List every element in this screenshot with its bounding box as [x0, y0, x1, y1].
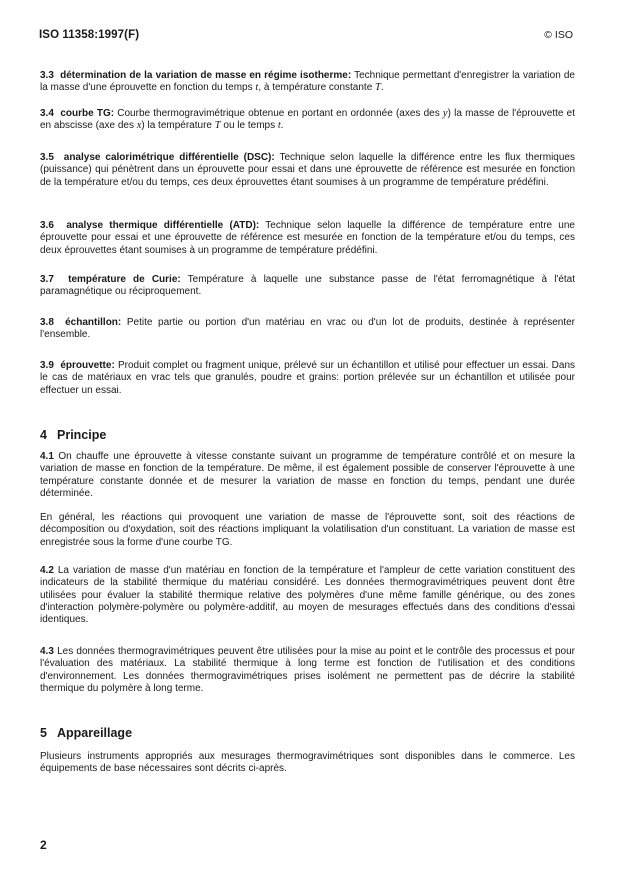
symbol-y: y [442, 108, 448, 119]
page-number: 2 [40, 838, 47, 852]
definition-3-8 [40, 317, 575, 342]
paragraph-text: Plusieurs instruments appropriés aux mesurages thermogravimétriques sont disponibles dans le commerce. Les équipements de base nécessaires sont décrits ci-après. [40, 751, 575, 775]
definition-term: analyse calorimétrique différentielle (DSC): [63, 152, 275, 163]
definition-term: échantillon: [65, 317, 122, 328]
clause-number: 3.5 [40, 152, 54, 163]
definition-text: Courbe thermogravimétrique obtenue en portant en ordonnée (axes des [114, 108, 443, 119]
definition-term: courbe TG: [60, 108, 115, 119]
clause-text: On chauffe une éprouvette à vitesse constante suivant un programme de température contrôlé et on mesure la variation de masse en fonction de la température. De même, il est également possible de conserver l'éprouvette à une température constante donnée et de mesurer la variation de masse en fonction du temps, pendant une durée déterminée. [40, 451, 575, 499]
paragraph-text: En général, les réactions qui provoquent une variation de masse de l'éprouvette sont, soit des réactions de décomposition ou d'oxydation, soit des réactions impliquant la volatilisation d'un constituant. La variation de masse est enregistrée sous la forme d'une courbe TG. [40, 512, 575, 548]
definition-term: éprouvette: [60, 360, 115, 371]
section-heading-appareillage [40, 726, 132, 740]
clause-number: 4.2 [40, 565, 54, 576]
clause-number: 3.8 [40, 317, 54, 328]
definition-text: Technique selon laquelle la différence de température entre une éprouvette pour essai et une éprouvette de référence est mesurée en fonction de la température et/ou du temps, ces deux éprouvettes étant soumises à un programme de température prédéfini. [40, 220, 575, 256]
clause-number: 4.1 [40, 451, 54, 462]
section-number: 5 [40, 726, 47, 740]
definition-3-5 [40, 152, 575, 189]
symbol-t: t [277, 120, 281, 132]
definition-term: analyse thermique différentielle (ATD): [66, 220, 260, 231]
definition-text: Petite partie ou portion d'un matériau en vrac ou d'un lot de produits, destinée à représenter l'ensemble. [40, 317, 576, 341]
section-heading-principe [40, 428, 106, 442]
symbol-T: T [214, 120, 221, 132]
definition-3-9 [40, 360, 575, 397]
definition-3-6 [40, 220, 575, 257]
definition-text: Technique permettant d'enregistrer la variation de la masse d'une éprouvette en fonction du temps [40, 70, 575, 94]
symbol-x: x [136, 120, 142, 132]
page-header [39, 29, 573, 45]
clause-number: 3.6 [40, 220, 54, 231]
definition-text: Température à laquelle une substance passe de l'état ferromagnétique à l'état paramagnétique ou réciproquement. [40, 274, 576, 298]
copyright-notice: © ISO [544, 29, 573, 41]
definition-3-3: 3.3 détermination de la variation de masse en régime isotherme: Technique permettant d'enregistrer la variation de la masse d'une éprouvette en fonction du temps t, à température constante T. [40, 70, 575, 94]
section-5-paragraph [40, 751, 575, 776]
clause-4-3 [40, 646, 575, 695]
section-title: Appareillage [57, 726, 133, 740]
clause-text: Les données thermogravimétriques peuvent être utilisées pour la mise au point et le contrôle des processus et pour l'évaluation des matériaux. La stabilité thermique à long terme est fonction de l'utilisation et des conditions d'environnement. Les données thermogravimétriques prises isolément ne permettent pas de décrire la stabilité thermique du polymère à long terme. [40, 646, 575, 694]
definition-3-4: 3.4 courbe TG: Courbe thermogravimétrique obtenue en portant en ordonnée (axes des y) la masse de l'éprouvette et en abscisse (axe des x) la température T ou le temps t. [40, 108, 575, 132]
definition-3-7 [40, 274, 575, 299]
clause-4-1 [40, 451, 575, 500]
clause-4-1-paragraph-2 [40, 512, 575, 549]
standard-reference: ISO 11358:1997(F) [39, 29, 140, 41]
definition-term: température de Curie: [68, 274, 181, 285]
clause-number: 3.3 [40, 70, 54, 81]
definition-text: Technique selon laquelle la différence entre les flux thermiques (puissance) qui pénètrent dans un éprouvette pour essai et dans une éprouvette de référence est mesurée en fonction de la température et/ou du temps, ces deux éprouvettes étant soumises à un programme de température prédéfini. [40, 152, 575, 188]
definition-term: détermination de la variation de masse en régime isotherme: [60, 70, 352, 81]
clause-text: La variation de masse d'un matériau en fonction de la température et l'ampleur de cette variation constituent des indicateurs de la stabilité thermique du matériau considéré. Les données thermogravimétriques peuvent dont être utilisées pour évaluer la stabilité thermique relative des polymères d'une même famille générique, ou des zones d'interaction polymère-polymère ou polymère-additif, au moyen de mesurages effectués dans des conditions d'essai identiques. [40, 565, 575, 626]
clause-number: 4.3 [40, 646, 54, 657]
clause-number: 3.7 [40, 274, 54, 285]
clause-4-2 [40, 565, 575, 626]
definition-text: Produit complet ou fragment unique, prélevé sur un échantillon et utilisé pour effectuer un essai. Dans le cas de matériaux en vrac tels que granulés, poudre et grains: portion prélevée sur un échantillon et utilisée pour effectuer un essai. [40, 360, 575, 396]
section-title: Principe [57, 428, 107, 442]
symbol-t: t [255, 82, 259, 94]
clause-number: 3.9 [40, 360, 54, 371]
section-number: 4 [40, 428, 47, 442]
clause-number: 3.4 [40, 108, 54, 119]
symbol-T: T [375, 82, 381, 94]
